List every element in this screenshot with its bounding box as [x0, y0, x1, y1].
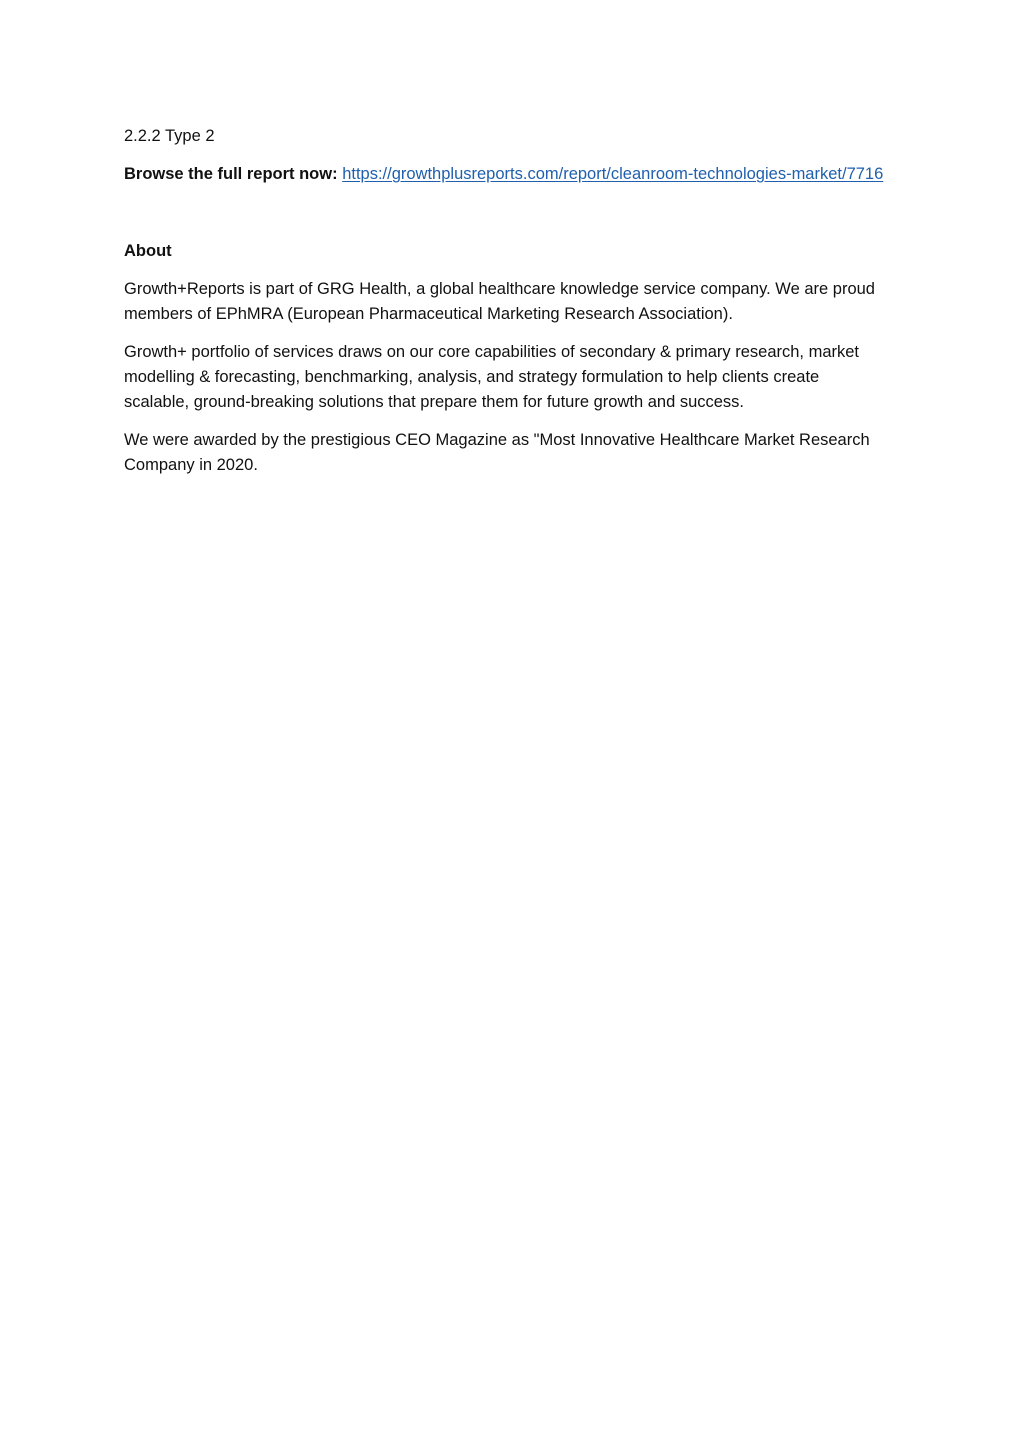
report-link[interactable]: https://growthplusreports.com/report/cleanroom-technologies-market/7716 [342, 165, 884, 183]
section-heading: 2.2.2 Type 2 [124, 127, 215, 145]
about-paragraph: Growth+Reports is part of GRG Health, a global healthcare knowledge service company. We are proud members of EPhMRA (European Pharmaceutical Marketing Research Association). [124, 280, 875, 323]
browse-report-label: Browse the full report now: [124, 165, 338, 183]
about-paragraph: Growth+ portfolio of services draws on our core capabilities of secondary & primary research, market modelling & forecasting, benchmarking, analysis, and strategy formulation to help clients create scalable, ground-breaking solutions that prepare them for future growth and success. [124, 343, 860, 411]
document-body [124, 124, 884, 491]
browse-report-line [124, 162, 884, 187]
about-heading: About [124, 242, 172, 260]
about-paragraph: We were awarded by the prestigious CEO Magazine as "Most Innovative Healthcare Market Research Company in 2020. [124, 431, 870, 474]
